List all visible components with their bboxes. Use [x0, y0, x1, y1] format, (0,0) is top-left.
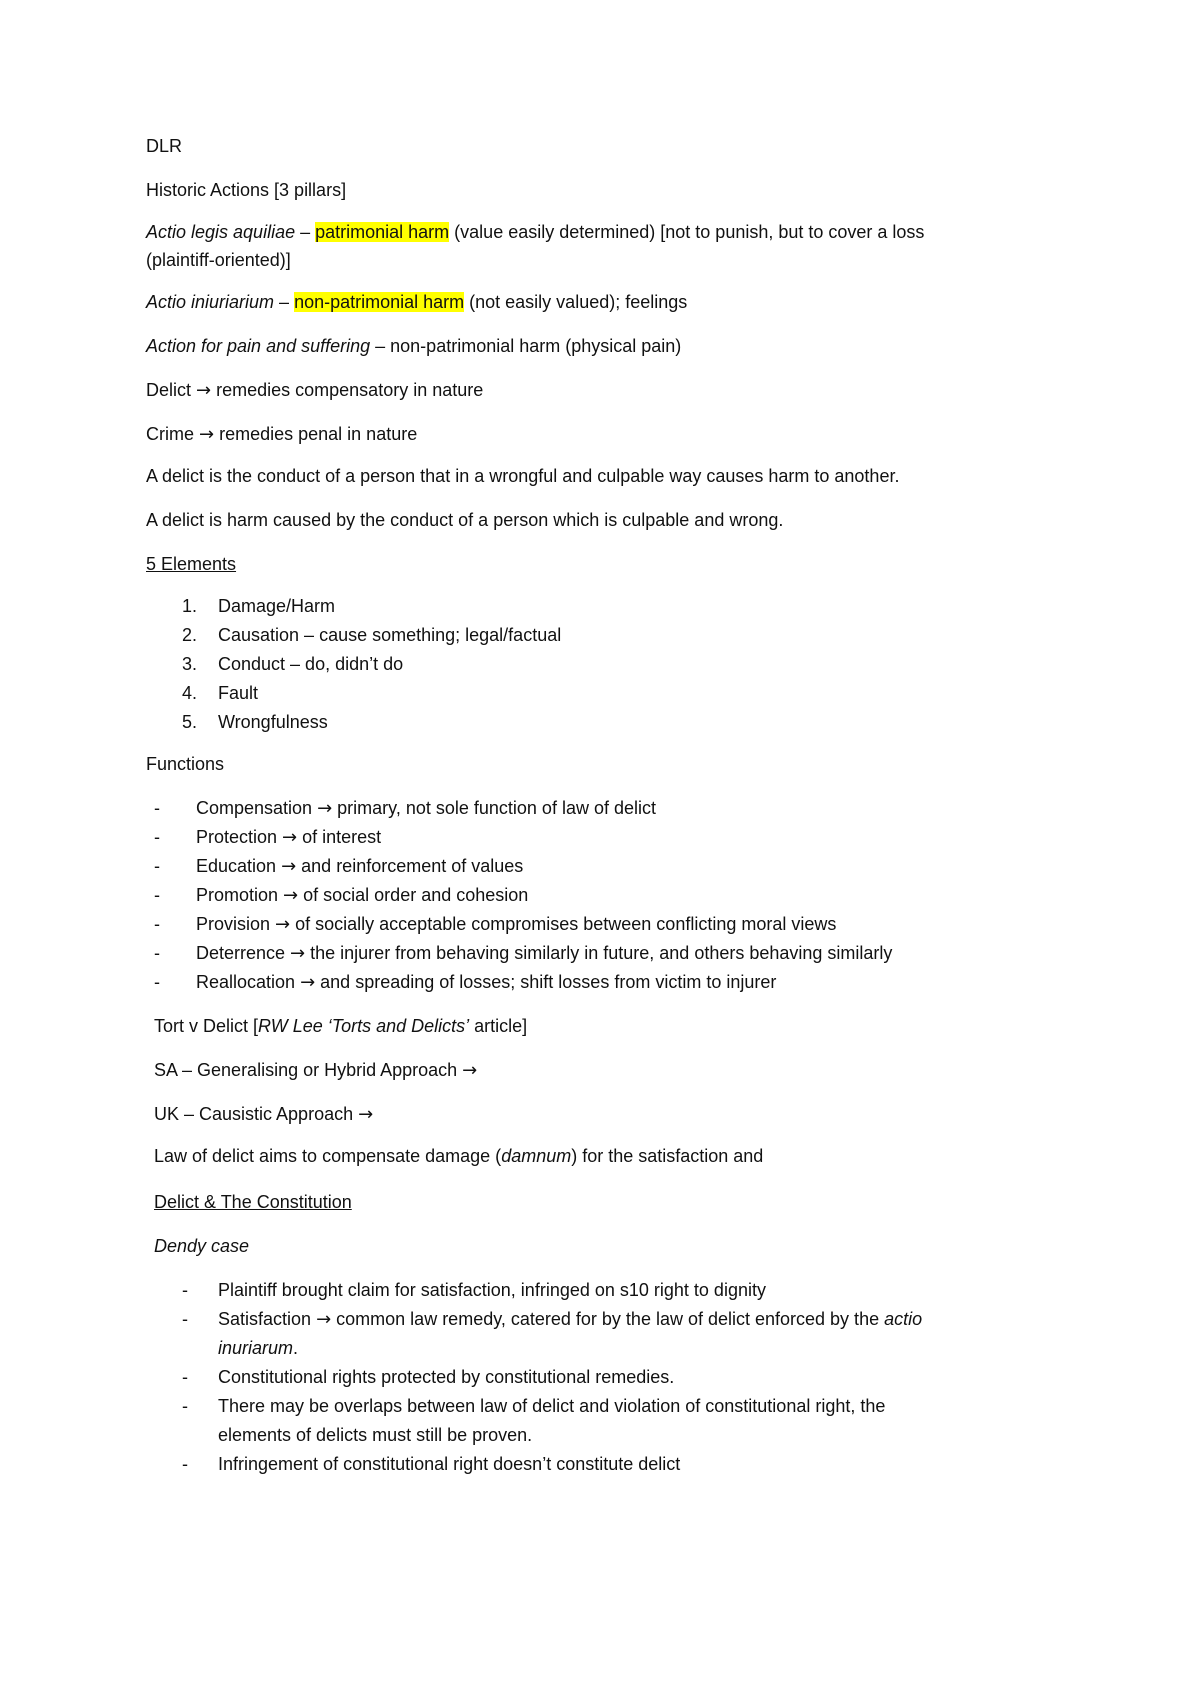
definition-1: A delict is the conduct of a person that in a wrongful and culpable way causes harm to another.	[146, 466, 900, 486]
bullet-dash: -	[154, 943, 160, 963]
bullet-dash: -	[182, 1367, 188, 1387]
list-number: 3.	[182, 654, 198, 674]
function-name: Education	[196, 856, 282, 876]
function-text: the injurer from behaving similarly in future, and others behaving similarly	[305, 943, 893, 963]
list-text: Fault	[218, 683, 259, 703]
arrow-right-icon: →	[275, 914, 291, 935]
tort-citation: RW Lee ‘Torts and Delicts’	[258, 1016, 470, 1036]
definition-2: A delict is harm caused by the conduct of a person which is culpable and wrong.	[146, 510, 784, 530]
elements-heading: 5 Elements	[146, 554, 237, 574]
bullet-dash: -	[154, 798, 160, 818]
function-text: and spreading of losses; shift losses from victim to injurer	[315, 972, 777, 992]
list-text: Plaintiff brought claim for satisfaction, infringed on s10 right to dignity	[218, 1280, 766, 1300]
arrow-right-icon: →	[358, 1104, 374, 1125]
arrow-right-icon: →	[282, 827, 298, 848]
arrow-right-icon: →	[196, 380, 212, 401]
bullet-dash: -	[182, 1280, 188, 1300]
bullet-dash: -	[154, 914, 160, 934]
aquiliae-rest-line2: (plaintiff-oriented)]	[146, 250, 291, 270]
inuriarum-term: inuriarum	[218, 1338, 294, 1358]
damnum-term: damnum	[501, 1146, 572, 1166]
arrow-right-icon: →	[462, 1060, 478, 1081]
arrow-right-icon: →	[316, 1309, 332, 1330]
tort-text-end: article]	[469, 1016, 528, 1036]
pain-suffering-name: Action for pain and suffering	[146, 336, 371, 356]
arrow-right-icon: →	[199, 424, 215, 445]
aquiliae-name: Actio legis aquiliae	[146, 222, 296, 242]
list-number: 2.	[182, 625, 198, 645]
function-name: Deterrence	[196, 943, 291, 963]
law-of-delict-line	[154, 1142, 763, 1170]
list-text: common law remedy, catered for by the law of delict enforced by the	[331, 1309, 885, 1329]
arrow-right-icon: →	[290, 943, 306, 964]
aquiliae-rest: (value easily determined) [not to punish, but to cover a loss	[449, 222, 925, 242]
bullet-dash: -	[182, 1396, 188, 1416]
list-number: 4.	[182, 683, 198, 703]
arrow-right-icon: →	[281, 856, 297, 877]
list-text: .	[293, 1338, 299, 1358]
list-number: 1.	[182, 596, 198, 616]
satisfaction-label: Satisfaction	[218, 1309, 317, 1329]
list-text: Constitutional rights protected by constitutional remedies.	[218, 1367, 675, 1387]
crime-remedies-line	[146, 420, 417, 449]
function-text: of social order and cohesion	[298, 885, 529, 905]
function-name: Protection	[196, 827, 283, 847]
list-text: Wrongfulness	[218, 712, 328, 732]
list-number: 5.	[182, 712, 198, 732]
tort-v-delict-line	[154, 1012, 527, 1040]
function-text: of interest	[297, 827, 382, 847]
pain-suffering-line	[146, 332, 681, 360]
sa-approach-text: SA – Generalising or Hybrid Approach	[154, 1060, 463, 1080]
law-text-end: ) for the satisfaction and	[571, 1146, 764, 1166]
bullet-dash: -	[182, 1454, 188, 1474]
list-text: There may be overlaps between law of delict and violation of constitutional right, the	[218, 1396, 886, 1416]
arrow-right-icon: →	[317, 798, 333, 819]
list-text: elements of delicts must still be proven.	[218, 1425, 533, 1445]
pain-suffering-rest: – non-patrimonial harm (physical pain)	[370, 336, 682, 356]
iniuriarum-dash: –	[274, 292, 295, 312]
delict-label: Delict	[146, 380, 197, 400]
function-text: of socially acceptable compromises between conflicting moral views	[290, 914, 837, 934]
doc-title: DLR	[146, 136, 183, 156]
function-name: Compensation	[196, 798, 318, 818]
function-name: Provision	[196, 914, 276, 934]
arrow-right-icon: →	[283, 885, 299, 906]
iniuriarum-highlight: non-patrimonial harm	[294, 292, 465, 312]
list-text: Causation – cause something; legal/factual	[218, 625, 562, 645]
bullet-dash: -	[182, 1309, 188, 1329]
tort-text: Tort v Delict [	[154, 1016, 259, 1036]
function-text: and reinforcement of values	[296, 856, 524, 876]
functions-heading: Functions	[146, 754, 225, 774]
arrow-right-icon: →	[300, 972, 316, 993]
bullet-dash: -	[154, 827, 160, 847]
bullet-dash: -	[154, 885, 160, 905]
historic-actions-heading: Historic Actions [3 pillars]	[146, 180, 347, 200]
aquiliae-dash: –	[295, 222, 316, 242]
crime-label: Crime	[146, 424, 199, 444]
uk-approach-line	[154, 1100, 373, 1129]
list-text: Damage/Harm	[218, 596, 336, 616]
actio-term: actio	[884, 1309, 923, 1329]
sa-approach-line	[154, 1056, 477, 1085]
list-text: Conduct – do, didn’t do	[218, 654, 404, 674]
iniuriarum-rest: (not easily valued); feelings	[464, 292, 688, 312]
constitution-heading: Delict & The Constitution	[154, 1192, 352, 1212]
law-text: Law of delict aims to compensate damage (	[154, 1146, 502, 1166]
crime-remedies-text: remedies penal in nature	[214, 424, 418, 444]
function-name: Promotion	[196, 885, 284, 905]
uk-approach-text: UK – Causistic Approach	[154, 1104, 359, 1124]
function-name: Reallocation	[196, 972, 301, 992]
iniuriarum-name: Actio iniuriarium	[146, 292, 275, 312]
bullet-dash: -	[154, 856, 160, 876]
aquiliae-highlight: patrimonial harm	[315, 222, 450, 242]
list-text: Infringement of constitutional right doesn’t constitute delict	[218, 1454, 681, 1474]
delict-remedies-line	[146, 376, 483, 405]
iniuriarum-line	[146, 288, 687, 316]
function-text: primary, not sole function of law of delict	[332, 798, 656, 818]
bullet-dash: -	[154, 972, 160, 992]
dendy-case-heading: Dendy case	[154, 1236, 250, 1256]
aquiliae-line	[146, 218, 924, 246]
delict-remedies-text: remedies compensatory in nature	[211, 380, 484, 400]
